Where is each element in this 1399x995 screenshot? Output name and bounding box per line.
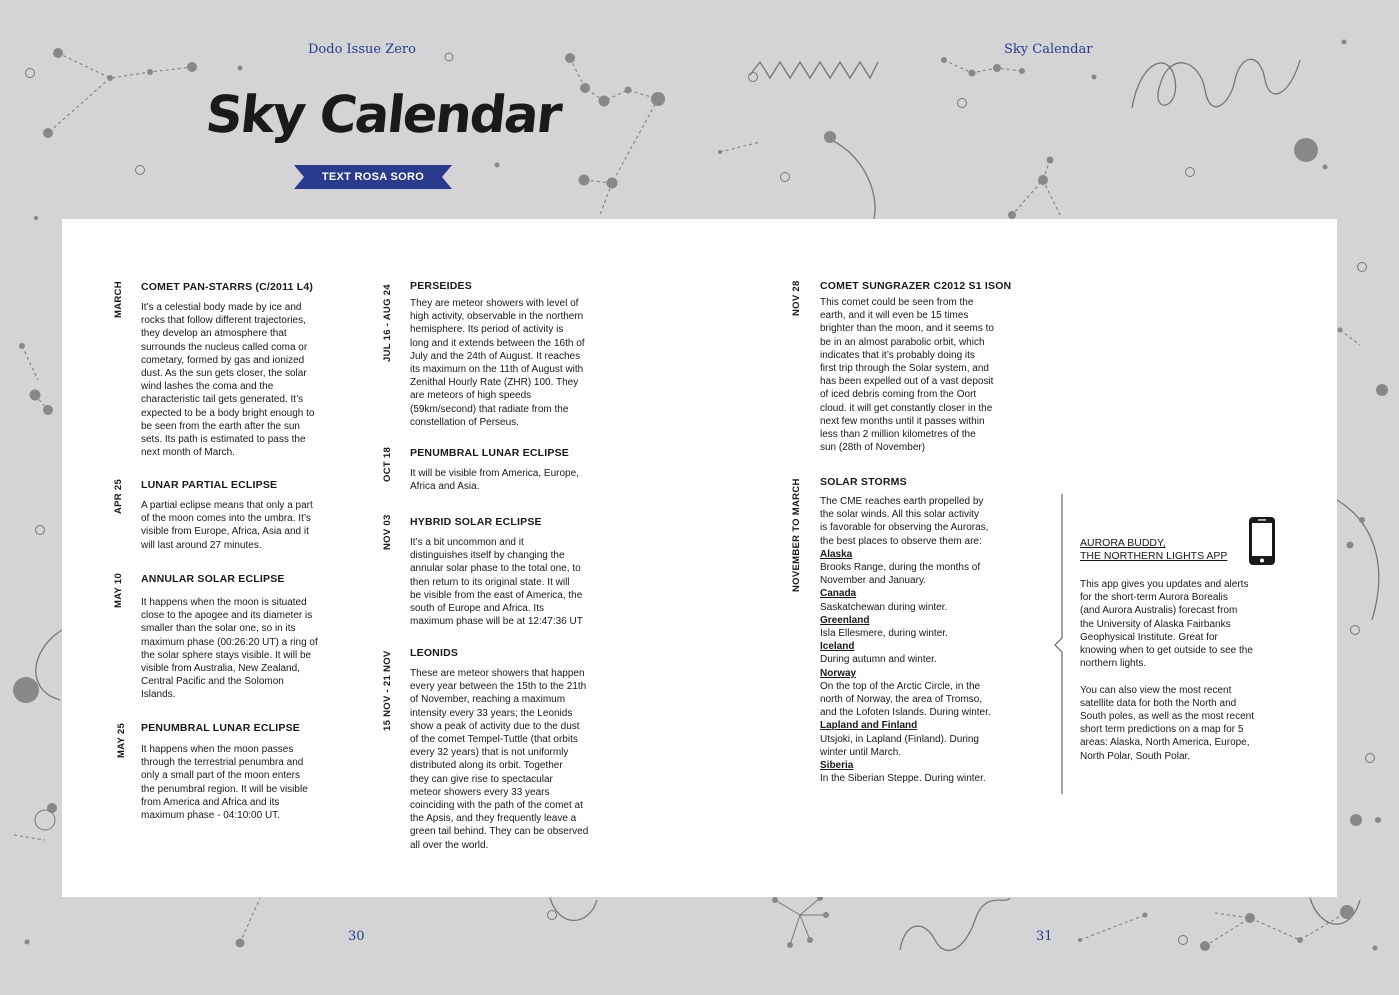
place-name: Canada bbox=[820, 588, 857, 600]
place-name: Iceland bbox=[820, 641, 855, 653]
calendar-entry bbox=[410, 447, 615, 493]
entry-body: It will be visible from America, Europe, Africa and Asia. bbox=[410, 468, 579, 493]
entry-body: These are meteor showers that happen every year between the 15th to the 21th of November, reaching a maximum intensity every 33 years; the Leonids show a peak of activity due to the dust of the comet Tempel-Tuttle (that orbits every 32 years) that is not uniformly distributed along its orbit. Together they can give rise to spectacular meteor showers every 33 years coinciding with the path of the comet at the Apsis, and they frequently leave a green tail behind. They can be observed all over the world. bbox=[410, 668, 589, 851]
entry-body: A partial eclipse means that only a part of the moon comes into the umbra. It’s visible from Europe, Africa, Asia and it will last around 27 minutes. bbox=[141, 500, 313, 551]
place-description: During autumn and winter. bbox=[820, 654, 937, 666]
entry-date: 15 NOV - 21 NOV bbox=[382, 650, 393, 731]
entry-date: MAY 25 bbox=[116, 722, 127, 758]
place-description: On the top of the Arctic Circle, in the north of Norway, the area of Tromso, and the Lofoten Islands. During winter. bbox=[820, 680, 991, 719]
app-description: This app gives you updates and alerts for the short-term Aurora Borealis (and Aurora Australis) forecast from the University of Alaska Fairbanks Geophysical Institute. Great for knowing when to get outside to see the northern lights. You can also view the most recent satellite data for both the North and South poles, as well as the most recent short term predictions on a map for 5 areas: Alaska, North America, Europe, North Polar, South Polar. bbox=[1080, 579, 1254, 762]
entry-body: It’s a bit uncommon and it distinguishes itself by changing the annular solar phase to the total one, to then return to its original state. It will be visible from the east of America, the south of Europe and Africa. Its maximum phase will be at 12:47:36 UT bbox=[410, 537, 583, 628]
byline: TEXT ROSA SORO bbox=[321, 171, 425, 183]
entry-title: SOLAR STORMS bbox=[820, 476, 907, 488]
entry-body: It’s a celestial body made by ice and rocks that follow different trajectories, they develop an atmosphere that surrounds the nucleus called coma or cometary, formed by gas and ionized dust. As the sun gets closer, the solar wind lashes the coma and the characteristic tail gets generated. It’s expected to be a body bright enough to be seen from the earth after the sun sets. Its path is estimated to pass the next month of March. bbox=[141, 302, 315, 459]
entry-date: OCT 18 bbox=[382, 446, 393, 482]
place-description: Isla Ellesmere, during winter. bbox=[820, 628, 948, 640]
page-number-right: 31 bbox=[1036, 929, 1053, 944]
calendar-entry bbox=[820, 476, 1025, 785]
entry-title: LEONIDS bbox=[410, 647, 459, 659]
entry-date: APR 25 bbox=[113, 478, 124, 514]
aurora-places-list bbox=[820, 548, 1025, 786]
entry-date: MARCH bbox=[113, 281, 124, 318]
page-number-left: 30 bbox=[348, 929, 365, 944]
entry-date: NOV 03 bbox=[382, 514, 393, 550]
calendar-entry bbox=[410, 280, 615, 429]
place-description: Brooks Range, during the months of November and January. bbox=[820, 562, 981, 587]
entry-title: PENUMBRAL LUNAR ECLIPSE bbox=[141, 722, 300, 734]
place-name: Alaska bbox=[820, 548, 853, 560]
entry-body: This comet could be seen from the earth, and it will even be 15 times brighter than the moon, and it seems to be in an almost parabolic orbit, which indicates that it’s probably doing its first trip through the Solar system, and has been expelled out of a vast deposit of iced debris coming from the Oort cloud. it will get constantly closer in the next few months until it passes within less than 2 million kilometres of the sun (28th of November) bbox=[820, 297, 994, 454]
calendar-entry bbox=[410, 516, 615, 628]
calendar-entry bbox=[141, 722, 341, 822]
running-head-right: Sky Calendar bbox=[1004, 42, 1093, 57]
place-description: In the Siberian Steppe. During winter. bbox=[820, 773, 986, 785]
app-box bbox=[1080, 537, 1285, 763]
place-description: Saskatchewan during winter. bbox=[820, 601, 948, 613]
entry-title: LUNAR PARTIAL ECLIPSE bbox=[141, 479, 278, 491]
entry-date: NOVEMBER TO MARCH bbox=[791, 478, 802, 592]
entry-body: It happens when the moon is situated close to the apogee and its diameter is smaller than the solar one, so in its maximum phase (00:26:20 UT) a ring of the solar sphere stays visible. It will be visible from Australia, New Zealand, Central Pacific and the Solomon Islands. bbox=[141, 597, 318, 701]
entry-date: JUL 16 - AUG 24 bbox=[382, 284, 393, 362]
entry-title: PERSEIDES bbox=[410, 280, 472, 292]
running-head-left: Dodo Issue Zero bbox=[308, 42, 416, 57]
entry-title: COMET PAN-STARRS (C/2011 L4) bbox=[141, 281, 314, 293]
entry-body: It happens when the moon passes through the terrestrial penumbra and only a small part of the moon enters the penumbral region. It will be visible from America and Africa and its maximum phase - 04:10:00 UT. bbox=[141, 744, 308, 822]
calendar-entry bbox=[141, 573, 341, 702]
place-name: Siberia bbox=[820, 760, 854, 772]
bracket-divider bbox=[1052, 494, 1066, 794]
calendar-entry bbox=[141, 281, 341, 459]
calendar-entry bbox=[820, 280, 1025, 454]
smartphone-icon bbox=[1248, 516, 1276, 566]
entry-title: HYBRID SOLAR ECLIPSE bbox=[410, 516, 542, 528]
app-title-line2: THE NORTHERN LIGHTS APP bbox=[1080, 550, 1228, 562]
entry-body: The CME reaches earth propelled by the solar winds. All this solar activity is favorable for observing the Auroras, the best places to observe them are: bbox=[820, 496, 989, 547]
entry-date: NOV 28 bbox=[791, 280, 802, 316]
calendar-entry bbox=[410, 647, 615, 852]
entry-title: ANNULAR SOLAR ECLIPSE bbox=[141, 573, 285, 585]
place-name: Norway bbox=[820, 667, 857, 679]
entry-title: PENUMBRAL LUNAR ECLIPSE bbox=[410, 447, 569, 459]
place-description: Utsjoki, in Lapland (Finland). During winter until March. bbox=[820, 733, 979, 758]
app-title-line1: AURORA BUDDY, bbox=[1080, 537, 1166, 549]
entry-title: COMET SUNGRAZER C2012 S1 ISON bbox=[820, 280, 1012, 292]
page-title: Sky Calendar bbox=[202, 86, 564, 145]
entry-body: They are meteor showers with level of high activity, observable in the northern hemisphere. Its period of activity is long and it extends between the 16th of July and the 24th of August. It reaches its maximum on the 11th of August with Zenithal Hourly Rate (ZHR) 100. They are meteors of high speeds (59km/second) that radiate from the constellation of Perseus. bbox=[410, 298, 585, 428]
place-name: Greenland bbox=[820, 614, 870, 626]
place-name: Lapland and Finland bbox=[820, 720, 918, 732]
calendar-entry bbox=[141, 479, 341, 552]
entry-date: MAY 10 bbox=[113, 572, 124, 608]
